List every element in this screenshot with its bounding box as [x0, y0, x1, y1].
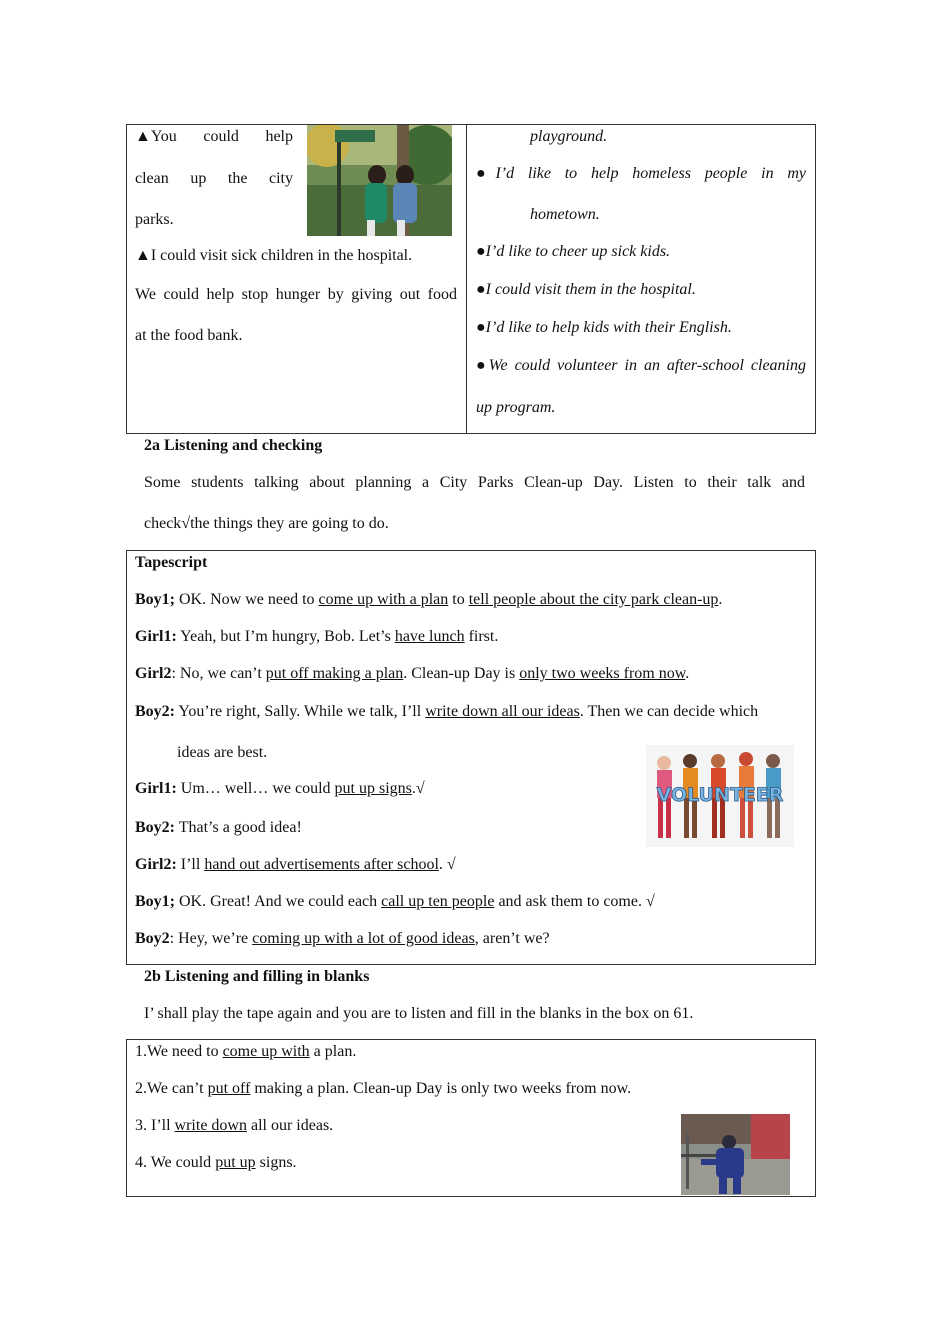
tapescript-line: Boy2: That’s a good idea!	[135, 819, 302, 836]
left-line-2: clean up the city	[135, 170, 293, 187]
tapescript-line: Girl2: No, we can’t put off making a plan. Clean-up Day is only two weeks from now.	[135, 665, 690, 682]
speaker: Girl2	[135, 665, 172, 682]
tapescript-line: Boy2: Hey, we’re coming up with a lot of good ideas, aren’t we?	[135, 930, 550, 947]
section-2a-instruction: Some students talking about planning a City Parks Clean-up Day. Listen to their talk and	[144, 474, 805, 491]
street-cleanup-photo	[681, 1114, 790, 1195]
left-line-5: We could help stop hunger by giving out food	[135, 286, 457, 303]
checkmark-icon: √	[181, 515, 191, 532]
right-line-7: ●We could volunteer in an after-school cleaning	[476, 357, 806, 374]
section-2b-instruction: I’ shall play the tape again and you are to listen and fill in the blanks in the box on 61.	[144, 1005, 694, 1022]
speaker: Boy1;	[135, 893, 175, 910]
right-line-3: hometown.	[530, 206, 600, 223]
tapescript-line: Girl2: I’ll hand out advertisements after school. √	[135, 856, 456, 873]
speaker: Boy2:	[135, 703, 175, 720]
tapescript-line: Boy2: You’re right, Sally. While we talk, I’ll write down all our ideas. Then we can decide which	[135, 703, 759, 720]
fill-in-line: 2.We can’t put off making a plan. Clean-up Day is only two weeks from now.	[135, 1080, 632, 1097]
section-2a-title: 2a Listening and checking	[144, 437, 323, 454]
tapescript-line: Girl1: Um… well… we could put up signs.√	[135, 780, 425, 797]
fill-in-line: 3. I’ll write down all our ideas.	[135, 1117, 334, 1134]
right-line-2: ●I’d like to help homeless people in my	[476, 165, 806, 182]
tapescript-line: Boy1; OK. Now we need to come up with a plan to tell people about the city park clean-up.	[135, 591, 723, 608]
left-line-3: parks.	[135, 211, 174, 228]
section-2b-title: 2b Listening and filling in blanks	[144, 968, 370, 985]
park-cleanup-photo	[307, 125, 452, 236]
section-2a-instruction-2: check√the things they are going to do.	[144, 515, 389, 532]
tapescript-heading: Tapescript	[135, 554, 208, 571]
tapescript-line: Boy1; OK. Great! And we could each call up ten people and ask them to come. √	[135, 893, 655, 910]
volunteer-logo-text: VOLUNTEER	[656, 784, 784, 806]
tapescript-line: Girl1: Yeah, but I’m hungry, Bob. Let’s have lunch first.	[135, 628, 499, 645]
speaker: Girl2:	[135, 856, 177, 873]
speaker: Girl1:	[135, 628, 177, 645]
right-line-8: up program.	[476, 399, 556, 416]
left-line-6: at the food bank.	[135, 327, 243, 344]
tapescript-line: ideas are best.	[177, 744, 268, 761]
right-line-6: ●I’d like to help kids with their English.	[476, 319, 732, 336]
fill-in-line: 1.We need to come up with a plan.	[135, 1043, 357, 1060]
speaker: Girl1:	[135, 780, 177, 797]
right-line-4: ●I’d like to cheer up sick kids.	[476, 243, 671, 260]
speaker: Boy1;	[135, 591, 175, 608]
right-line-1: playground.	[530, 128, 608, 145]
left-line-4: ▲I could visit sick children in the hospital.	[135, 247, 413, 264]
speaker: Boy2:	[135, 819, 175, 836]
table-divider	[466, 124, 467, 434]
fill-in-line: 4. We could put up signs.	[135, 1154, 297, 1171]
right-line-5: ●I could visit them in the hospital.	[476, 281, 696, 298]
volunteer-image	[646, 745, 794, 847]
speaker: Boy2	[135, 930, 170, 947]
left-line-1: ▲You could help	[135, 128, 293, 145]
